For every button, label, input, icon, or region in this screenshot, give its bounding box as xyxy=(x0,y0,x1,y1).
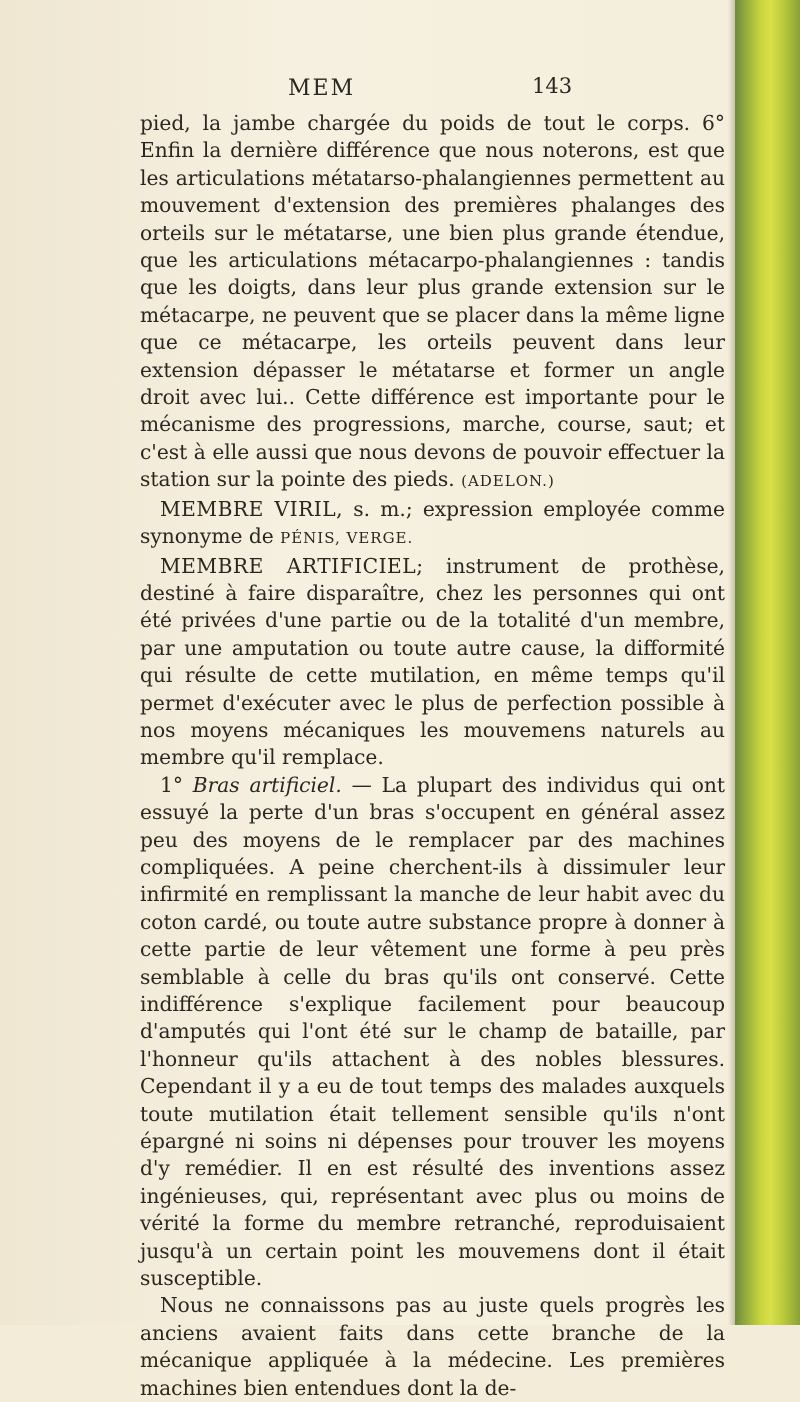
page-number: 143 xyxy=(532,74,573,98)
running-header xyxy=(0,70,735,104)
entry-definition: expression employée comme synonyme de xyxy=(140,496,726,549)
body-text xyxy=(140,110,725,1402)
paragraph xyxy=(140,110,725,496)
entry-headword: MEMBRE VIRIL, xyxy=(160,496,344,521)
subsection-bras-artificiel xyxy=(140,772,725,1293)
running-title: MEM xyxy=(288,76,356,101)
paragraph xyxy=(140,1292,725,1402)
paragraph-text: — La plupart des individus qui ont essuyé la perte d'un bras s'occupent en général assez peu des moyens de le remplacer par des machines compliquées. A peine cherchent-ils à dissimuler leur infirmité en remplissant la manche de leur habit avec du coton cardé, ou toute autre substance propre à donner à cette partie de leur vêtement une forme à peu près semblable à celle du bras qu'ils ont conservé. Cette indifférence s'explique facilement pour beaucoup d'amputés qui l'ont été sur le champ de bataille, par l'honneur qu'ils attachent à des nobles blessures. Cependant il y a eu de tout temps des malades auxquels toute mutilation était tellement sensible qu'ils n'ont épargné ni soins ni dépenses pour trouver les moyens d'y remédier. Il en est résulté des inventions assez ingénieuses, qui, représentant avec plus ou moins de vérité la forme du membre retranché, reproduisaient jusqu'à un certain point les mouvemens dont il était susceptible. xyxy=(140,772,725,1291)
entry-definition: instrument de prothèse, destiné à faire disparaître, chez les personnes qui ont été privées d'une partie ou de la totalité d'un membre, par une amputation ou toute autre cause, la difformité qui résulte de cette mutilation, en même temps qu'il permet d'exécuter avec le plus de perfection possible à nos moyens mécaniques les mouvemens naturels au membre qu'il remplace. xyxy=(140,553,725,770)
entry-membre-viril xyxy=(140,496,725,553)
entry-headword: MEMBRE ARTIFICIEL; xyxy=(160,553,424,578)
entry-membre-artificiel xyxy=(140,553,725,772)
author-signature: (ADELON.) xyxy=(461,472,555,491)
entry-grammar: s. m.; xyxy=(353,496,413,521)
paragraph-text: Nous ne connaissons pas au juste quels progrès les anciens avaient faits dans cette branche de la mécanique appliquée à la médecine. Les premières machines bien entendues dont la de- xyxy=(140,1293,725,1400)
entry-synonyms: PÉNIS, VERGE. xyxy=(280,529,414,548)
subsection-number: 1° xyxy=(160,772,183,797)
paragraph-text: pied, la jambe chargée du poids de tout le corps. 6° Enfin la dernière différence que nous noterons, est que les articulations métatarso-phalangiennes permettent au mouvement d'extension des premières phalanges des orteils sur le métatarse, une bien plus grande étendue, que les articulations métacarpo-phalangiennes : tandis que les doigts, dans leur plus grande extension sur le métacarpe, ne peuvent que se placer dans la même ligne que ce métacarpe, les orteils peuvent dans leur extension dépasser le métatarse et former un angle droit avec lui.. Cette différence est importante pour le mécanisme des progressions, marche, course, saut; et c'est à elle aussi que nous devons de pouvoir effectuer la station sur la pointe des pieds. xyxy=(140,111,725,492)
subsection-title: Bras artificiel. xyxy=(192,772,342,797)
book-binding-edge xyxy=(735,0,800,1325)
